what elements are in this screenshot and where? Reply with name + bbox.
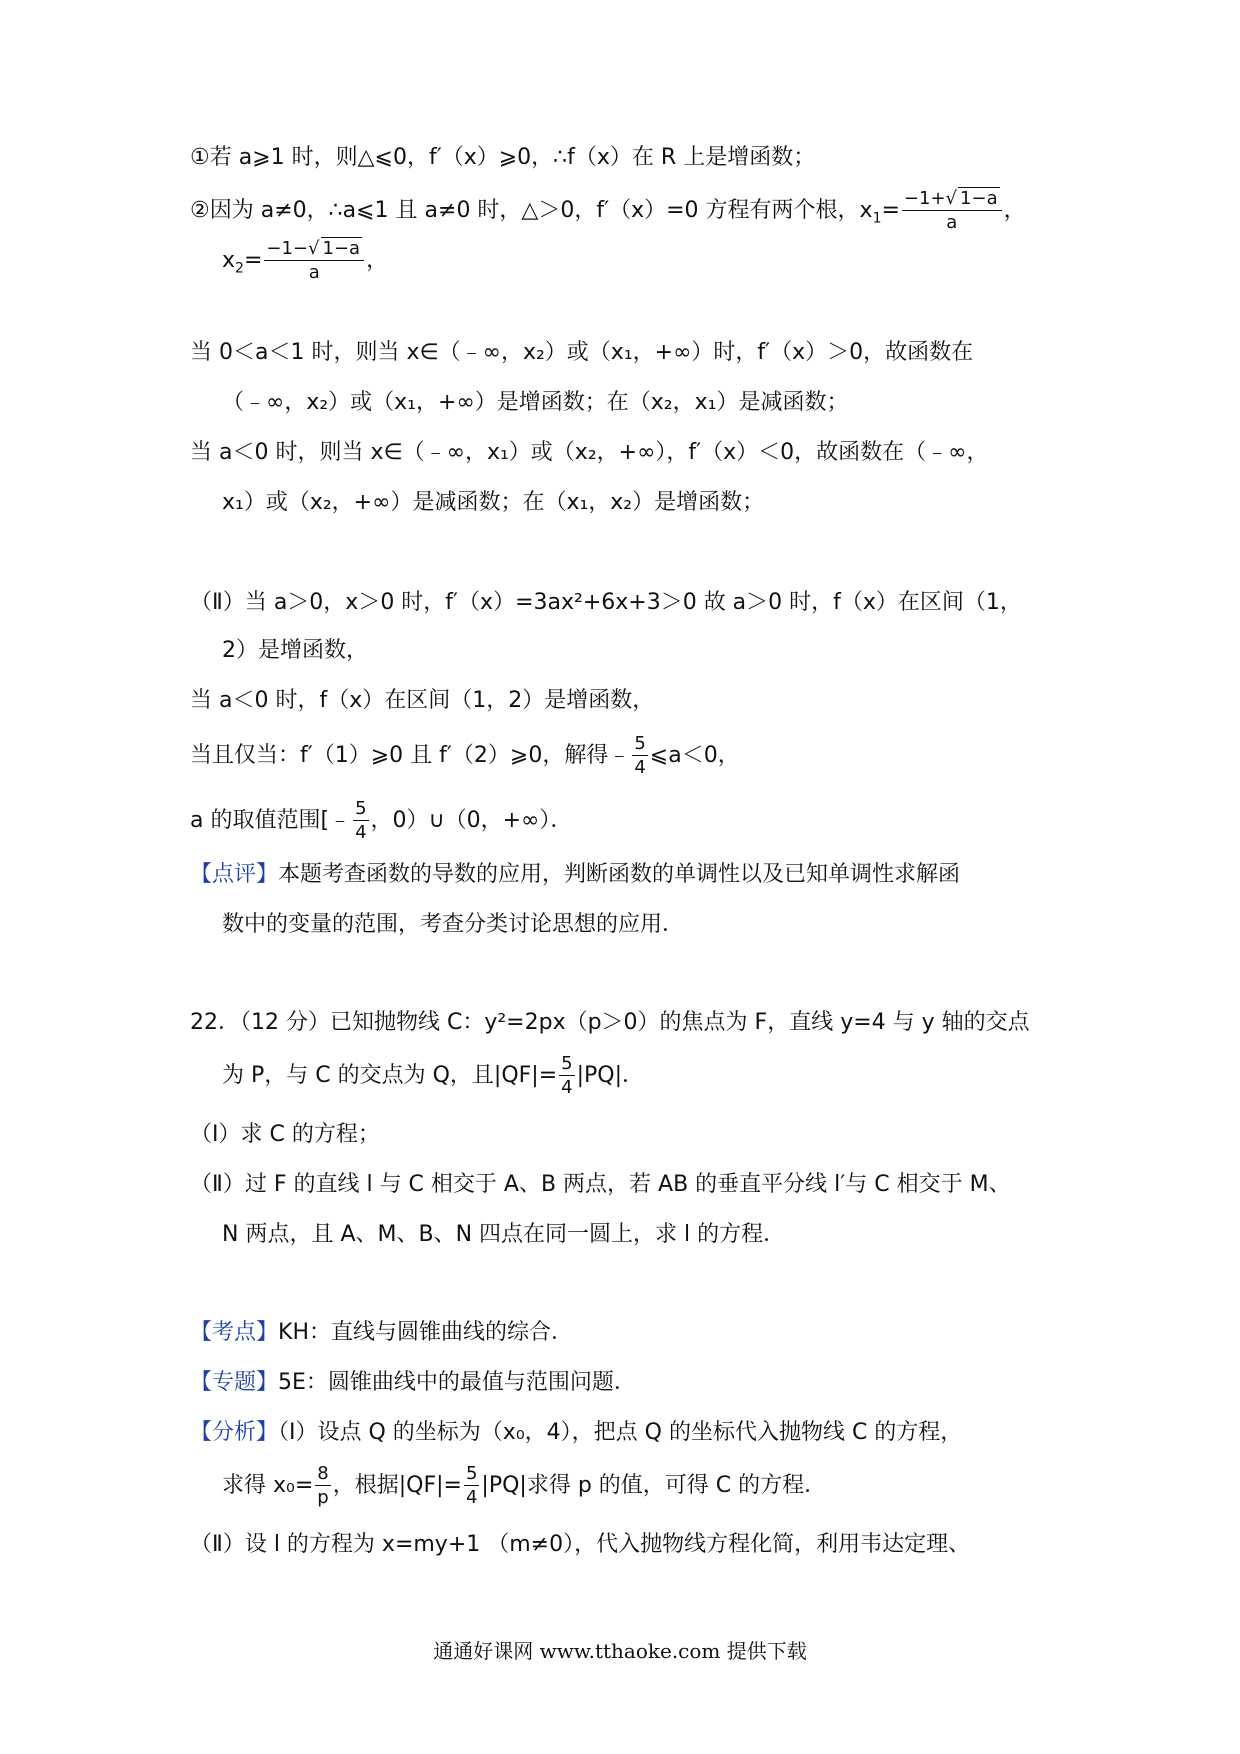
fraction-numerator: −1− <box>266 238 309 259</box>
fraction-numerator: −1+ <box>903 188 946 209</box>
fraction-denominator: 4 <box>355 822 367 843</box>
text-segment: |PQ|． <box>576 1063 645 1088</box>
page-footer: 通通好课网 www.tthaoke.com 提供下载 <box>433 1639 807 1663</box>
radicand: 1−a <box>960 188 998 209</box>
fraction: $\frac{-1+√ 1-a}{a}$ <box>902 190 1002 232</box>
text-line <box>222 1055 644 1097</box>
section-tag: 【考点】 <box>190 1320 279 1345</box>
text-line <box>190 190 1026 232</box>
text-segment: a 的取值范围[﹣ <box>190 808 352 833</box>
question-line: 22．（12 分）已知抛物线 C：y²=2px（p＞0）的焦点为 F，直线 y=4 与 y 轴的交点 <box>190 1010 1030 1035</box>
text-line <box>190 1370 636 1396</box>
text-line <box>190 1420 962 1446</box>
text-line: 2）是增函数， <box>222 638 368 663</box>
subscript: 1 <box>872 210 882 227</box>
fraction-numerator: 8 <box>317 1463 329 1484</box>
section-tag: 【点评】 <box>190 862 279 887</box>
section-tag: 【专题】 <box>190 1370 279 1395</box>
text-line: ①若 a⩾1 时，则△⩽0，f′（x）⩾0，∴f（x）在 R 上是增函数； <box>190 145 816 170</box>
fraction <box>559 1055 574 1097</box>
fraction-numerator: 5 <box>355 798 367 819</box>
text-segment: ⩽a＜0， <box>649 743 740 768</box>
text-segment: ， <box>366 248 389 273</box>
text-segment: （Ⅰ）设点 Q 的坐标为（x₀，4），把点 Q 的坐标代入抛物线 C 的方程， <box>278 1420 963 1445</box>
fraction-denominator: a <box>946 212 958 233</box>
text-segment: KH：直线与圆锥曲线的综合． <box>278 1320 573 1345</box>
fraction-denominator: p <box>317 1487 329 1508</box>
text-segment: = <box>243 248 263 273</box>
fraction-denominator: 4 <box>561 1077 573 1098</box>
text-segment: 5E：圆锥曲线中的最值与范围问题． <box>278 1370 636 1395</box>
text-segment: 当且仅当：f′（1）⩾0 且 f′（2）⩾0，解得﹣ <box>190 743 631 768</box>
radicand: 1−a <box>322 238 361 259</box>
fraction-denominator: a <box>308 262 320 283</box>
fraction-numerator: 5 <box>465 1463 478 1484</box>
fraction-numerator: 5 <box>561 1053 573 1074</box>
text-line: （Ⅱ）设 l 的方程为 x=my+1 （m≠0），代入抛物线方程化简，利用韦达定理、 <box>190 1532 971 1557</box>
text-line: （Ⅱ）当 a＞0，x＞0 时，f′（x）=3ax²+6x+3＞0 故 a＞0 时，f（x）在区间（1， <box>190 590 1022 615</box>
text-line <box>190 1320 573 1346</box>
text-segment: |PQ|求得 p 的值，可得 C 的方程． <box>481 1473 827 1498</box>
text-line: N 两点，且 A、M、B、N 四点在同一圆上，求 l 的方程． <box>222 1222 786 1247</box>
section-tag: 【分析】 <box>190 1420 279 1445</box>
fraction-denominator: 4 <box>465 1487 478 1508</box>
text-segment: ， <box>1003 198 1026 223</box>
text-segment: 为 P，与 C 的交点为 Q，且|QF|= <box>222 1063 558 1088</box>
text-line: 当 0＜a＜1 时，则当 x∈（﹣∞，x₂）或（x₁，+∞）时，f′（x）＞0，故函数在 <box>190 340 974 365</box>
text-line <box>222 1465 826 1507</box>
text-segment: 本题考查函数的导数的应用，判断函数的单调性以及已知单调性求解函 <box>278 862 961 887</box>
fraction-denominator: 4 <box>634 757 646 778</box>
fraction-numerator: 5 <box>634 733 646 754</box>
text-line <box>190 862 960 888</box>
text-segment: ，0）∪（0，+∞）． <box>370 808 573 833</box>
fraction <box>315 1465 330 1507</box>
text-line: （Ⅱ）过 F 的直线 l 与 C 相交于 A、B 两点，若 AB 的垂直平分线 l′与 C 相交于 M、 <box>190 1172 1011 1197</box>
fraction <box>632 735 647 777</box>
fraction <box>353 800 368 842</box>
fraction <box>464 1465 479 1507</box>
text-segment: 求得 x₀= <box>222 1473 314 1498</box>
text-line <box>222 240 388 282</box>
text-line <box>190 800 572 842</box>
text-line <box>190 735 740 777</box>
text-segment: x <box>222 248 236 273</box>
text-line: 当 a＜0 时，f（x）在区间（1，2）是增函数， <box>190 688 655 713</box>
text-line: 当 a＜0 时，则当 x∈（﹣∞，x₁）或（x₂，+∞），f′（x）＜0，故函数在（﹣∞， <box>190 440 989 465</box>
text-line: 数中的变量的范围，考查分类讨论思想的应用． <box>222 912 685 937</box>
text-segment: = <box>881 198 900 223</box>
subscript: 2 <box>235 260 244 277</box>
fraction: $\frac{-1-√ 1-a}{a}$ <box>264 240 364 282</box>
text-line: x₁）或（x₂，+∞）是减函数；在（x₁，x₂）是增函数； <box>222 490 765 515</box>
text-segment: ，根据|QF|= <box>332 1473 462 1498</box>
text-segment: ②因为 a≠0，∴a⩽1 且 a≠0 时，△＞0，f′（x）=0 方程有两个根，x <box>190 198 873 223</box>
text-line: （﹣∞，x₂）或（x₁，+∞）是增函数；在（x₂，x₁）是减函数； <box>222 390 849 415</box>
text-line: （Ⅰ）求 C 的方程； <box>190 1122 380 1147</box>
